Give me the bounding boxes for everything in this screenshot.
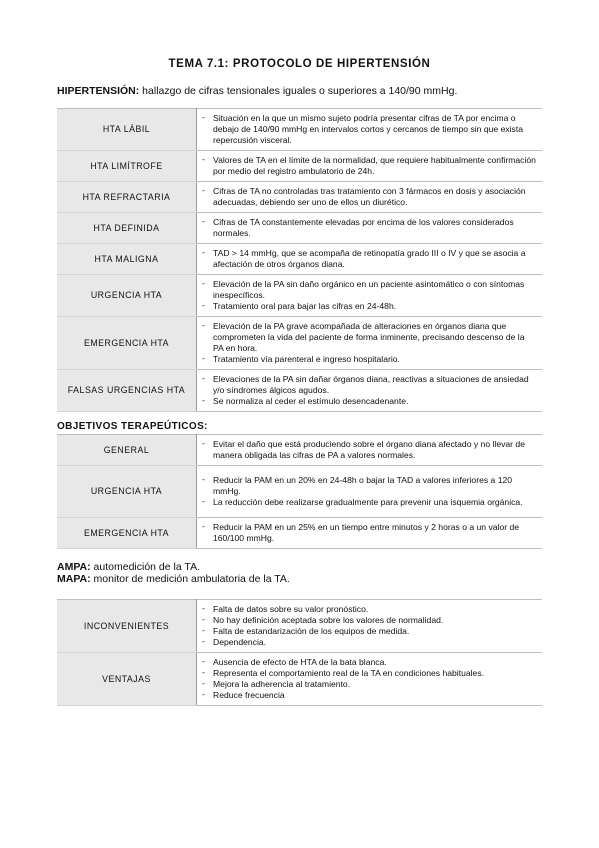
list-item: - No hay definición aceptada sobre los valores de normalidad. [201, 615, 536, 626]
list-item: - La reducción debe realizarse gradualmente para prevenir una isquemia orgánica. [201, 497, 536, 508]
list-item: - Evitar el daño que está produciendo sobre el órgano diana afectado y no llevar de manera obligada las cifras de PA a valores normales. [201, 439, 536, 461]
row-label: HTA LÁBIL [57, 109, 197, 151]
table-row [57, 600, 542, 653]
list-item: - Reduce frecuencia [201, 690, 536, 701]
hypertension-term: HIPERTENSIÓN: [57, 85, 140, 97]
table-row [57, 466, 542, 518]
row-label: FALSAS URGENCIAS HTA [57, 370, 197, 412]
ampa-term: AMPA: [57, 561, 91, 573]
row-description [197, 466, 543, 518]
row-description [197, 109, 543, 151]
table-row [57, 275, 542, 317]
row-label: EMERGENCIA HTA [57, 317, 197, 370]
list-item: - Cifras de TA constantemente elevadas por encima de los valores considerados normales. [201, 217, 536, 239]
row-label: VENTAJAS [57, 653, 197, 706]
table-row [57, 317, 542, 370]
list-item: - Ausencia de efecto de HTA de la bata blanca. [201, 657, 536, 668]
hypertension-definition-text: hallazgo de cifras tensionales iguales o superiores a 140/90 mmHg. [139, 85, 458, 97]
row-label: HTA LIMÍTROFE [57, 151, 197, 182]
list-item: - Situación en la que un mismo sujeto podría presentar cifras de TA por encima o debajo de 140/90 mmHg en intervalos cortos y cercanos de tiempo sin que exista repercusión visceral. [201, 113, 536, 146]
table-row [57, 151, 542, 182]
table-row [57, 109, 542, 151]
table-row [57, 244, 542, 275]
list-item: - Dependencia. [201, 637, 536, 648]
row-description [197, 370, 543, 412]
row-label: GENERAL [57, 435, 197, 466]
objectives-heading: OBJETIVOS TERAPEÚTICOS: [57, 421, 208, 432]
row-description [197, 244, 543, 275]
list-item: - Valores de TA en el límite de la normalidad, que requiere habitualmente confirmación por medio del registro ambulatorio de 24h. [201, 155, 536, 177]
row-description [197, 317, 543, 370]
list-item: - Tratamiento oral para bajar las cifras en 24-48h. [201, 301, 536, 312]
row-description [197, 151, 543, 182]
row-label: URGENCIA HTA [57, 466, 197, 518]
row-label: HTA DEFINIDA [57, 213, 197, 244]
row-label: HTA REFRACTARIA [57, 182, 197, 213]
list-item: - Elevación de la PA grave acompañada de alteraciones en órganos diana que comprometen la vida del paciente de forma inminente, precisando descenso de la PA en hora. [201, 321, 536, 354]
list-item: - TAD > 14 mmHg, que se acompaña de retinopatía grado III o IV y que se asocia a afectación de otros órganos diana. [201, 248, 536, 270]
list-item: - Reducir la PAM en un 20% en 24-48h o bajar la TAD a valores inferiores a 120 mmHg. [201, 475, 536, 497]
row-description [197, 275, 543, 317]
table-row [57, 370, 542, 412]
row-description [197, 600, 543, 653]
list-item: - Elevación de la PA sin daño orgánico en un paciente asintomático o con síntomas inespecíficos. [201, 279, 536, 301]
hta-types-table [57, 108, 542, 412]
list-item: - Mejora la adherencia al tratamiento. [201, 679, 536, 690]
row-label: EMERGENCIA HTA [57, 518, 197, 549]
list-item: - Reducir la PAM en un 25% en un tiempo entre minutos y 2 horas o a un valor de 160/100 mmHg. [201, 522, 536, 544]
table-row [57, 518, 542, 549]
table-row [57, 435, 542, 466]
row-label: HTA MALIGNA [57, 244, 197, 275]
ampa-definition [57, 561, 200, 573]
table-row [57, 213, 542, 244]
list-item: - Falta de datos sobre su valor pronóstico. [201, 604, 536, 615]
row-description [197, 518, 543, 549]
list-item: - Falta de estandarización de los equipos de medida. [201, 626, 536, 637]
row-description [197, 435, 543, 466]
mapa-text: monitor de medición ambulatoria de la TA. [90, 573, 290, 585]
table-row [57, 182, 542, 213]
mapa-definition [57, 573, 290, 585]
ampa-text: automedición de la TA. [90, 561, 200, 573]
mapa-table [57, 599, 542, 706]
hypertension-definition [57, 85, 457, 97]
row-description [197, 182, 543, 213]
list-item: - Se normaliza al ceder el estímulo desencadenante. [201, 396, 536, 407]
page-title: TEMA 7.1: PROTOCOLO DE HIPERTENSIÓN [168, 58, 431, 70]
list-item: - Representa el comportamiento real de la TA en condiciones habituales. [201, 668, 536, 679]
row-label: URGENCIA HTA [57, 275, 197, 317]
row-label: INCONVENIENTES [57, 600, 197, 653]
row-description [197, 213, 543, 244]
table-row [57, 653, 542, 706]
mapa-term: MAPA: [57, 573, 91, 585]
list-item: - Cifras de TA no controladas tras tratamiento con 3 fármacos en dosis y asociación adecuadas, debiendo ser uno de ellos un diurético. [201, 186, 536, 208]
objectives-table [57, 434, 542, 549]
row-description [197, 653, 543, 706]
list-item: - Tratamiento vía parenteral e ingreso hospitalario. [201, 354, 536, 365]
list-item: - Elevaciones de la PA sin dañar órganos diana, reactivas a situaciones de ansiedad y/o síndromes álgicos agudos. [201, 374, 536, 396]
